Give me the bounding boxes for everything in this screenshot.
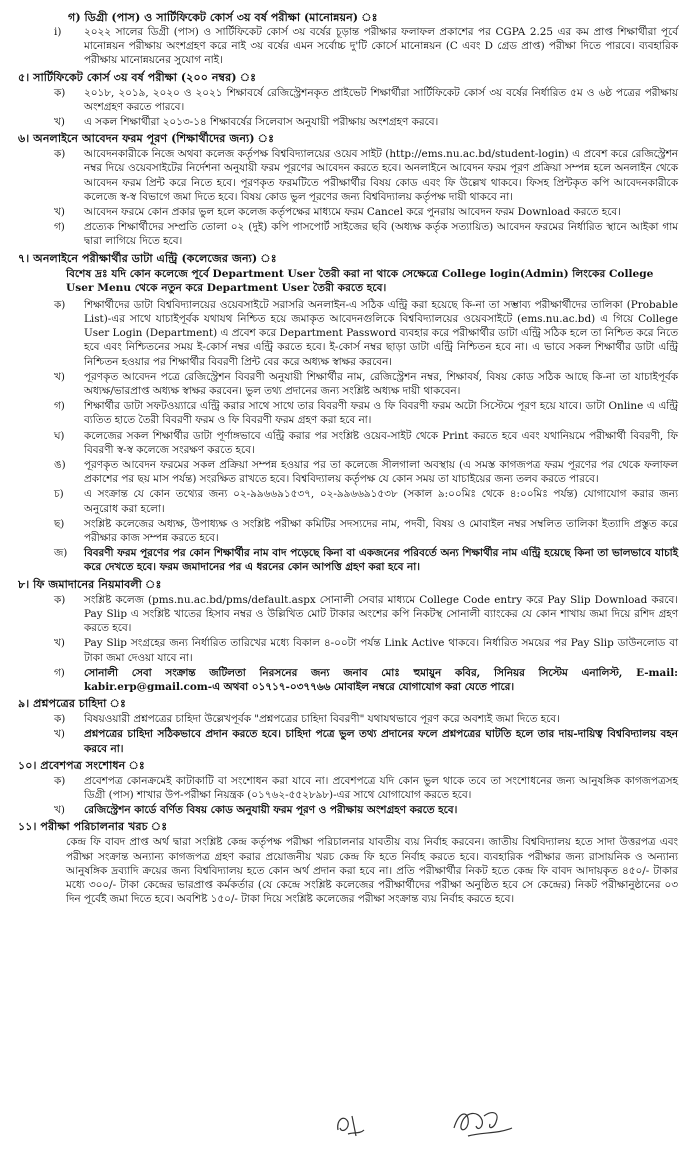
item-text: রেজিস্ট্রেশন কার্ডে বর্ণিত বিষয় কোড অনুযায়ী ফরম পূরণ ও পরীক্ষায় অংশগ্রহণ করতে হবে। — [84, 804, 458, 817]
list-item — [18, 636, 678, 664]
list-item — [18, 399, 678, 427]
list-item — [18, 712, 678, 726]
item-marker: ঙ) — [54, 459, 66, 472]
list-item — [18, 593, 678, 636]
item-text: ২০১৮, ২০১৯, ২০২০ ও ২০২১ শিক্ষাবর্ষে রেজিস্ট্রেশনকৃত প্রাইভেট শিক্ষার্থীরা সার্টিফিকেট কোর্স ৩য় বর্ষের নির্ধারিত ৫ম ও ৬ষ্ঠ পত্রের পরীক্ষায় অংশগ্রহণ করতে পারবে। — [84, 86, 678, 113]
section-3-heading: গ) ডিগ্রী (পাস) ও সার্টিফিকেট কোর্স ৩য় বর্ষ পরীক্ষা (মানোন্নয়ন) ঃ — [68, 10, 378, 24]
item-text: পূরণকৃত আবেদন ফরমের সকল প্রক্রিয়া সম্পন্ন হওয়ার পর তা কলেজে সীলগালা অবস্থায় (এ সমস্ত কাগজপত্র ফরম পূরণের পর থেকে ফলাফল প্রকাশের পর ছয় মাস পর্যন্ত) সংরক্ষিত রাখতে হবে। বিশ্ববিদ্যালয় কর্তৃপক্ষ যে কোন সময় তা যাচাইয়ের জন্য তলব করতে পারবে। — [84, 459, 678, 486]
section-6-heading: ৬। অনলাইনে আবেদন ফরম পূরণ (শিক্ষার্থীদের জন্য) ঃ — [18, 131, 275, 146]
list-item — [18, 803, 678, 817]
item-marker: ছ) — [54, 517, 65, 530]
list-item — [18, 546, 678, 574]
item-marker: ক) — [54, 298, 66, 311]
section-10-heading: ১০। প্রবেশপত্র সংশোধন ঃ — [18, 757, 145, 772]
item-text: ২০২২ সালের ডিগ্রী (পাস) ও সার্টিফিকেট কোর্স ৩য় বর্ষের চূড়ান্ত পরীক্ষার ফলাফল প্রকাশের পর CGPA 2.25 এর কম প্রাপ্ত শিক্ষার্থীরা পূর্বে মানোন্নয়ন পরীক্ষায় অংশগ্রহণ করে নাই ৩য় বর্ষের এমন সর্বোচ্চ দু'টি কোর্সে মানোন্নয়ন (C এবং D গ্রেড প্রাপ্ত) পরীক্ষা দিতে পারবে। ব্যবহারিক পরীক্ষায় মানোন্নয়নের সুযোগ নাই। — [84, 26, 678, 67]
section-5-heading: ৫। সার্টিফিকেট কোর্স ৩য় বর্ষ পরীক্ষা (২০০ নম্বর) ঃ — [18, 69, 257, 84]
item-text: শিক্ষার্থীর ডাটা সফটওয়্যারে এন্ট্রি করার সাথে সাথে তার বিবরণী ফরম ও ফি বিবরণী ফরম অটো সিস্টেমে পূরণ হয়ে যাবে। ডাটা Online এ এন্ট্রি ব্যতিত হাতে তৈরী বিবরণী ফরম ও ফি বিবরণী ফরম গ্রহণ করা হবে না। — [84, 400, 678, 427]
list-item — [18, 517, 678, 545]
item-marker: ক) — [54, 593, 66, 606]
item-marker: খ) — [54, 206, 65, 219]
item-text: সংশ্লিষ্ট কলেজের অধ্যক্ষ, উপাধ্যক্ষ ও সংশ্লিষ্ট পরীক্ষা কমিটির সদস্যদের নাম, পদবী, বিষয় ও মোবাইল নম্বর সম্বলিত তালিকা ইত্যাদি প্রস্তুত করে পরীক্ষার কাজ সম্পন্ন করতে হবে। — [84, 517, 678, 545]
item-text: কলেজের সকল শিক্ষার্থীর ডাটা পূর্ণাঙ্গভাবে এন্ট্রি করার পর সংশ্লিষ্ট ওয়েব-সাইট থেকে Print করতে হবে এবং যথানিয়মে পরীক্ষার্থী বিবরণী, ফি বিবরণী স্ব-স্ব কলেজে সংরক্ষণ করতে হবে। — [84, 429, 678, 456]
item-text: পূরণকৃত আবেদন পত্রে রেজিস্ট্রেশন বিবরণী অনুযায়ী শিক্ষার্থীর নাম, রেজিস্ট্রেশন নম্বর, শিক্ষাবর্ষ, বিষয় কোড সঠিক আছে কি-না তা যাচাইপূর্বক অধ্যক্ষ/ভারপ্রাপ্ত অধ্যক্ষ স্বাক্ষর করবেন। ভুল তথ্য প্রদানের জন্য সংশ্লিষ্ট অধ্যক্ষ দায়ী থাকবেন। — [84, 370, 678, 398]
list-item — [18, 458, 678, 486]
section-8-heading: ৮। ফি জমাদানের নিয়মাবলী ঃ — [18, 576, 162, 591]
item-marker: চ) — [54, 488, 64, 501]
list-item — [18, 147, 678, 204]
item-text: আবেদনকারীকে নিজে অথবা কলেজ কর্তৃপক্ষ বিশ্ববিদ্যালয়ের ওয়েব সাইট (http://ems.nu.ac.bd/student-login) এ প্রবেশ করে রেজিস্ট্রেশন নম্বর দিয়ে ওয়েবসাইটের নির্দেশনা অনুযায়ী ফরম পূরণের আবেদন করতে হবে। অনলাইনে আবেদন ফরম পূরণ প্রক্রিয়া সম্পন্ন হলে অনলাইন থেকে আবেদন ফরম প্রিন্ট করে নিতে হবে। পূরণকৃত ফরমটিতে পরীক্ষার্থীর বিষয় কোড এবং ফি উল্লেখ থাকবে। ফিসহ প্রিন্টকৃত কপি আবেদনকারীকে কলেজে স্ব-স্ব বিভাগে জমা দিতে হবে। বিষয় কোড ভুল পূরণের জন্য বিশ্ববিদ্যালয় কর্তৃপক্ষ দায়ী থাকবে না। — [84, 148, 678, 203]
item-marker: জ) — [54, 547, 68, 560]
item-text: এ সকল শিক্ষার্থীরা ২০১৩-১৪ শিক্ষাবর্ষের সিলেবাস অনুযায়ী পরীক্ষায় অংশগ্রহণ করবে। — [84, 116, 439, 129]
list-item — [18, 429, 678, 457]
item-text: Pay Slip সংগ্রহের জন্য নির্ধারিত তারিখের মধ্যে বিকাল ৪-০০টা পর্যন্ত Link Active থাকবে। নির্ধারিত সময়ের পর Pay Slip ডাউনলোড বা টাকা জমা দেওয়া যাবে না। — [84, 637, 678, 664]
list-item — [18, 205, 678, 219]
list-item — [18, 774, 678, 802]
item-text: সোনালী সেবা সংক্রান্ত জটিলতা নিরসনের জন্য জনাব মোঃ হুমায়ুন কবির, সিনিয়র সিস্টেম এনালিস্ট, E-mail: kabir.erp@gmail.com-এ অথবা ০১৭১৭-০৩৭৭৬৬ মোবাইল নম্বরে যোগাযোগ করা যেতে পারে। — [84, 666, 678, 693]
item-marker: গ) — [54, 221, 65, 234]
item-text: প্রত্যেক শিক্ষার্থীদের সম্প্রতি তোলা ০২ (দুই) কপি পাসপোর্ট সাইজের ছবি (অধ্যক্ষ কর্তৃক সত্যায়িত) আবেদন ফরমের নির্ধারিত স্থানে আইকা গাম দ্বারা লাগিয়ে দিতে হবে। — [84, 221, 678, 248]
item-marker: খ) — [54, 116, 65, 129]
list-item — [18, 25, 678, 68]
list-item — [18, 487, 678, 515]
item-text: সংশ্লিষ্ট কলেজ (pms.nu.ac.bd/pms/default.aspx সোনালী সেবার মাধ্যমে College Code entry করে Pay Slip Download করবে। Pay Slip এ সংশ্লিষ্ট খাতের হিসাব নম্বর ও উল্লিখিত মোট টাকার অংশের কপি নিকটস্থ সোনালী ব্যাংকের যে কোন শাখায় জমা দিয়ে রশিদ গ্রহণ করতে হবে। — [84, 593, 678, 635]
list-item — [18, 115, 678, 129]
list-item — [18, 220, 678, 248]
item-marker: খ) — [54, 370, 65, 383]
item-marker: ক) — [54, 148, 66, 161]
item-marker: খ) — [54, 728, 65, 741]
item-marker: ক) — [54, 713, 66, 726]
list-item — [18, 727, 678, 755]
special-note: বিশেষ দ্রঃ যদি কোন কলেজে পূর্বে Department User তৈরী করা না থাকে সেক্ষেত্রে College login(Admin) লিংকের College User Menu থেকে নতুন করে Department User তৈরী করতে হবে। — [66, 267, 654, 295]
section-7-heading: ৭। অনলাইনে পরীক্ষার্থীর ডাটা এন্ট্রি (কলেজের জন্য) ঃ — [18, 250, 277, 265]
item-text: এ সংক্রান্ত যে কোন তথ্যের জন্য ০২-৯৯৬৬৯১৫৩৭, ০২-৯৯৬৬৯১৫৩৮ (সকাল ৯:০০মিঃ থেকে ৪:০০মিঃ পর্যন্ত) যোগাযোগ করার জন্য অনুরোধ করা হলো। — [84, 488, 678, 515]
item-text: বিষয়ওয়ারী প্রশ্নপত্রের চাহিদা উল্লেখপূর্বক "প্রশ্নপত্রের চাহিদা বিবরণী" যথাযথভাবে পূরণ করে অবশ্যই জমা দিতে হবে। — [84, 713, 560, 726]
list-item — [18, 298, 678, 369]
item-marker: খ) — [54, 804, 65, 817]
signature-mark-2 — [448, 1102, 518, 1142]
item-text: প্রবেশপত্র কোনক্রমেই কাটাকাটি বা সংশোধন করা যাবে না। প্রবেশপত্রে যদি কোন ভুল থাকে তবে তা সংশোধনের জন্য আনুষঙ্গিক কাগজপত্রসহ ডিগ্রী (পাস) শাখার উপ-পরীক্ষা নিয়ন্ত্রক (০১৭৬২-৫৫২৮৯৮)-এর সাথে যোগাযোগ করতে হবে। — [84, 774, 678, 801]
item-marker: খ) — [54, 637, 65, 650]
item-marker: ঘ) — [54, 429, 65, 442]
item-text: বিবরণী ফরম পূরণের পর কোন শিক্ষার্থীর নাম বাদ পড়েছে কিনা বা একজনের পরিবর্তে অন্য শিক্ষার্থীর নাম এন্ট্রি হয়েছে কিনা তা ভালভাবে যাচাই করে দেখতে হবে। ফরম জমাদানের পর এ ধরনের কোন আপত্তি গ্রহণ করা হবে না। — [84, 547, 678, 574]
signature-mark-1 — [330, 1108, 370, 1140]
item-marker: গ) — [54, 400, 65, 413]
item-text: শিক্ষার্থীদের ডাটা বিশ্ববিদ্যালয়ের ওয়েবসাইটে সরাসরি অনলাইন-এ সঠিক এন্ট্রি করা হয়েছে কি-না তা সম্ভাব্য পরীক্ষার্থীদের তালিকা (Probable List)-এর সাথে যাচাইপূর্বক যথাযথ নিশ্চিত হয়ে জমাকৃত আবেদনগুলিকে বিশ্ববিদ্যালয়ের ওয়েবসাইটে (ems.nu.ac.bd) এ গিয়ে College User Login (Department) এ প্রবেশ করে Department Password ব্যবহার করে পরীক্ষার্থীর ডাটা এন্ট্রি সঠিক হলে তা নিশ্চিত করে নিতে হবে এবং নিশ্চিতনের সময় ই-কোর্স নম্বর এন্ট্রি করতে হবে। ই-কোর্স নম্বর ছাড়া ডাটা এন্ট্রি নিশ্চিতন হবে না। এ ভাবে সকল শিক্ষার্থীর ডাটা এন্ট্রি নিশ্চিতন হওয়ার পর শিক্ষার্থীর বিবরণী প্রিন্ট বের করে অধ্যক্ষ স্বাক্ষর করবেন। — [84, 298, 678, 368]
item-text: আবেদন ফরমে কোন প্রকার ভুল হলে কলেজ কর্তৃপক্ষের মাধ্যমে ফরম Cancel করে পুনরায় আবেদন ফরম Download করতে হবে। — [84, 206, 621, 219]
section-9-heading: ৯। প্রশ্নপত্রের চাহিদা ঃ — [18, 696, 126, 711]
item-marker: i) — [54, 26, 62, 38]
section-11-heading: ১১। পরীক্ষা পরিচালনার খরচ ঃ — [18, 819, 168, 834]
section-11-body: কেন্দ্র ফি বাবদ প্রাপ্ত অর্থ দ্বারা সংশ্লিষ্ট কেন্দ্র কর্তৃপক্ষ পরীক্ষা পরিচালনার যাবতীয় ব্যয় নির্বাহ করবেন। জাতীয় বিশ্ববিদ্যালয় হতে সাদা উত্তরপত্র এবং পরীক্ষা সংক্রান্ত অন্যান্য কাগজপত্র গ্রহণ করার প্রয়োজনীয় খরচ কেন্দ্র ফি হতে নির্বাহ করতে হবে। ব্যবহারিক পরীক্ষার জন্য রাসায়নিক ও অন্যান্য আনুষঙ্গিক দ্রব্যাদি ক্রয়ের জন্য বিশ্ববিদ্যালয় হতে কোন অর্থ প্রদান করা হবে না। প্রতি পরীক্ষার্থীর নিকট হতে কেন্দ্র ফি বাবদ আদায়কৃত ৪৫০/- টাকার মধ্যে ৩০০/- টাকা কেন্দ্রের ভারপ্রাপ্ত কর্মকর্তার (যে কেন্দ্রে সংশ্লিষ্ট কলেজের পরীক্ষার্থীদের পরীক্ষা অনুষ্ঠিত হবে সে কেন্দ্রের) নিকট পরীক্ষানুষ্ঠানের ০৩ দিন পূর্বেই জমা দিতে হবে। অবশিষ্ট ১৫০/- টাকা দিয়ে সংশ্লিষ্ট কলেজের পরীক্ষা সংক্রান্ত ব্যয় নির্বাহ করতে হবে। — [66, 836, 678, 906]
list-item — [18, 86, 678, 114]
item-marker: ক) — [54, 86, 66, 99]
item-marker: গ) — [54, 666, 65, 679]
item-marker: ক) — [54, 774, 66, 787]
item-text: প্রশ্নপত্রের চাহিদা সঠিকভাবে প্রদান করতে হবে। চাহিদা পত্রে ভুল তথ্য প্রদানের ফলে প্রশ্নপত্রের ঘাটতি হলে তার দায়-দায়িত্ব বিশ্ববিদ্যালয় বহন করবে না। — [84, 728, 678, 755]
list-item — [18, 666, 678, 694]
list-item — [18, 370, 678, 398]
